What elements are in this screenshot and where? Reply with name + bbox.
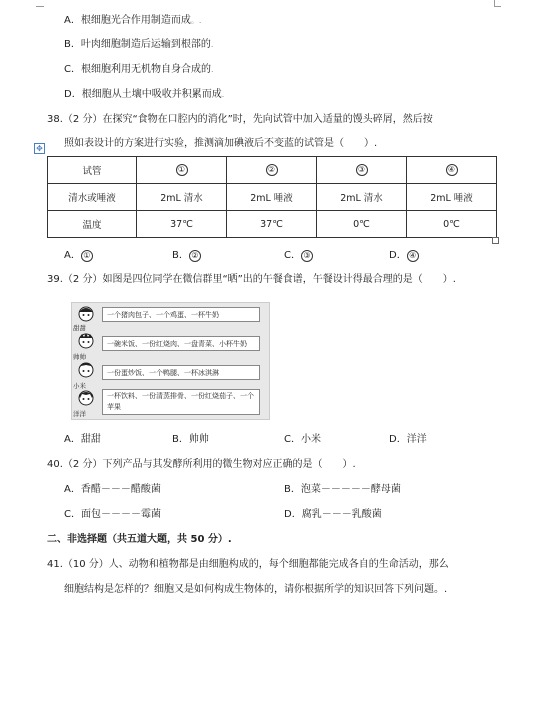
q38-option-c bbox=[284, 246, 313, 262]
option-label: C． bbox=[64, 509, 81, 520]
q39-option-d bbox=[389, 430, 427, 445]
table-header-cell bbox=[137, 157, 227, 184]
q37-option-c bbox=[64, 60, 214, 75]
option-text: ③ bbox=[301, 250, 313, 262]
option-label: A． bbox=[64, 250, 81, 261]
table-cell: 37℃ bbox=[227, 211, 317, 238]
q37-option-b-text: 叶肉细胞制造后运输到根部的 bbox=[80, 39, 211, 50]
menu-bubble: 一碗米饭、一份红烧肉、一盘青菜、小杯牛奶 bbox=[102, 336, 260, 351]
q41-stem-line1: 41.（10 分）人、动物和植物都是由细胞构成的，每个细胞都能完成各自的生命活动，那么 bbox=[47, 559, 449, 570]
table-move-handle-icon[interactable]: ✥ bbox=[34, 143, 45, 154]
option-label: D． bbox=[284, 509, 302, 520]
q40-option-b bbox=[284, 480, 401, 495]
menu-bubble bbox=[102, 389, 260, 415]
table-header-cell: 试管 bbox=[48, 157, 137, 184]
option-label: A． bbox=[64, 484, 81, 495]
q38-stem-line2: 照如表设计的方案进行实验，推测滴加碘液后不变蓝的试管是（ ）. bbox=[64, 138, 378, 149]
option-text: 甜甜 bbox=[80, 434, 101, 445]
option-text: 香醋－－－醋酸菌 bbox=[80, 484, 161, 495]
table-row bbox=[48, 211, 497, 238]
menu-bubble-text: 一杯饮料、一份清蒸排骨、一份红烧茄子、一个苹果 bbox=[107, 392, 254, 411]
q37-option-d-text: 根细胞从土壤中吸收并积累而成 bbox=[81, 89, 222, 100]
option-text: ① bbox=[81, 250, 93, 262]
option-text: ④ bbox=[407, 250, 419, 262]
table-row bbox=[48, 184, 497, 211]
q37-option-a-label: A． bbox=[64, 15, 81, 26]
q37-option-a-tail: 。. bbox=[190, 16, 202, 25]
circled-number: ④ bbox=[446, 164, 458, 176]
option-text: 帅帅 bbox=[188, 434, 209, 445]
q37-option-d bbox=[64, 85, 224, 100]
avatar-name: 甜甜 bbox=[73, 324, 86, 332]
option-label: B． bbox=[172, 250, 189, 261]
q37-option-b bbox=[64, 35, 213, 50]
option-label: C． bbox=[284, 250, 301, 261]
table-cell: 2mL 清水 bbox=[317, 184, 407, 211]
page-corner-mark-tl bbox=[36, 0, 44, 7]
table-cell: 2mL 清水 bbox=[137, 184, 227, 211]
q38-experiment-table bbox=[47, 156, 497, 238]
table-cell: 37℃ bbox=[137, 211, 227, 238]
section-heading: 二、非选择题（共五道大题，共 50 分）. bbox=[47, 534, 232, 545]
q38-option-a bbox=[64, 246, 93, 262]
circled-number: ② bbox=[266, 164, 278, 176]
table-cell: 2mL 唾液 bbox=[227, 184, 317, 211]
table-cell: 0℃ bbox=[317, 211, 407, 238]
q39-wechat-menu-figure bbox=[71, 302, 270, 420]
option-label: A． bbox=[64, 434, 81, 445]
q37-option-a bbox=[64, 11, 201, 26]
table-header-cell bbox=[317, 157, 407, 184]
q37-option-a-text: 根细胞光合作用制造而成 bbox=[80, 15, 191, 26]
option-label: B． bbox=[284, 484, 301, 495]
q37-option-c-text: 根细胞利用无机物自身合成的 bbox=[80, 64, 211, 75]
menu-bubble: 一份蛋炒饭、一个鸭腿、一杯冰淇淋 bbox=[102, 365, 260, 380]
option-text: 洋洋 bbox=[406, 434, 427, 445]
table-header-cell bbox=[407, 157, 497, 184]
q38-option-d bbox=[389, 246, 419, 262]
q38-stem-line1: 38.（2 分）在探究“食物在口腔内的消化”时，先向试管中加入适量的馒头碎屑，然后按 bbox=[47, 114, 433, 125]
q39-stem: 39.（2 分）如图是四位同学在微信群里“晒”出的午餐食谱，午餐设计得最合理的是（ ）. bbox=[47, 274, 456, 285]
option-text: 泡菜－－－－－酵母菌 bbox=[300, 484, 401, 495]
page-corner-mark-tr bbox=[494, 0, 501, 7]
q40-stem: 40.（2 分）下列产品与其发酵所利用的微生物对应正确的是（ ）. bbox=[47, 459, 356, 470]
option-text: 小米 bbox=[300, 434, 321, 445]
option-label: B． bbox=[172, 434, 189, 445]
table-header-cell bbox=[227, 157, 317, 184]
q38-option-b bbox=[172, 246, 201, 262]
q37-option-d-tail: . bbox=[221, 90, 225, 99]
q39-option-c bbox=[284, 430, 321, 445]
table-cell: 2mL 唾液 bbox=[407, 184, 497, 211]
q37-option-b-tail: . bbox=[210, 40, 214, 49]
q41-stem-line2: 细胞结构是怎样的？细胞又是如何构成生物体的，请你根据所学的知识回答下列问题。. bbox=[64, 584, 448, 595]
option-text: 腐乳－－－乳酸菌 bbox=[301, 509, 382, 520]
table-row bbox=[48, 157, 497, 184]
circled-number: ③ bbox=[356, 164, 368, 176]
q37-option-c-tail: . bbox=[210, 65, 214, 74]
q37-option-d-label: D． bbox=[64, 89, 82, 100]
q40-option-c bbox=[64, 505, 161, 520]
option-label: D． bbox=[389, 250, 407, 261]
q39-option-a bbox=[64, 430, 101, 445]
option-text: ② bbox=[189, 250, 201, 262]
avatar-name: 洋洋 bbox=[73, 410, 86, 418]
circled-number: ① bbox=[176, 164, 188, 176]
option-label: D． bbox=[389, 434, 407, 445]
q39-option-b bbox=[172, 430, 209, 445]
q37-option-b-label: B． bbox=[64, 39, 81, 50]
q40-option-d bbox=[284, 505, 382, 520]
avatar-name: 帅帅 bbox=[73, 353, 86, 361]
table-resize-handle[interactable] bbox=[492, 237, 499, 244]
q40-option-a bbox=[64, 480, 161, 495]
option-label: C． bbox=[284, 434, 301, 445]
option-text: 面包－－－－霉菌 bbox=[80, 509, 161, 520]
table-cell: 0℃ bbox=[407, 211, 497, 238]
avatar-name: 小米 bbox=[73, 382, 86, 390]
table-cell: 温度 bbox=[48, 211, 137, 238]
q37-option-c-label: C． bbox=[64, 64, 81, 75]
table-cell: 清水或唾液 bbox=[48, 184, 137, 211]
menu-bubble: 一个猪肉包子、一个鸡蛋、一杯牛奶 bbox=[102, 307, 260, 322]
